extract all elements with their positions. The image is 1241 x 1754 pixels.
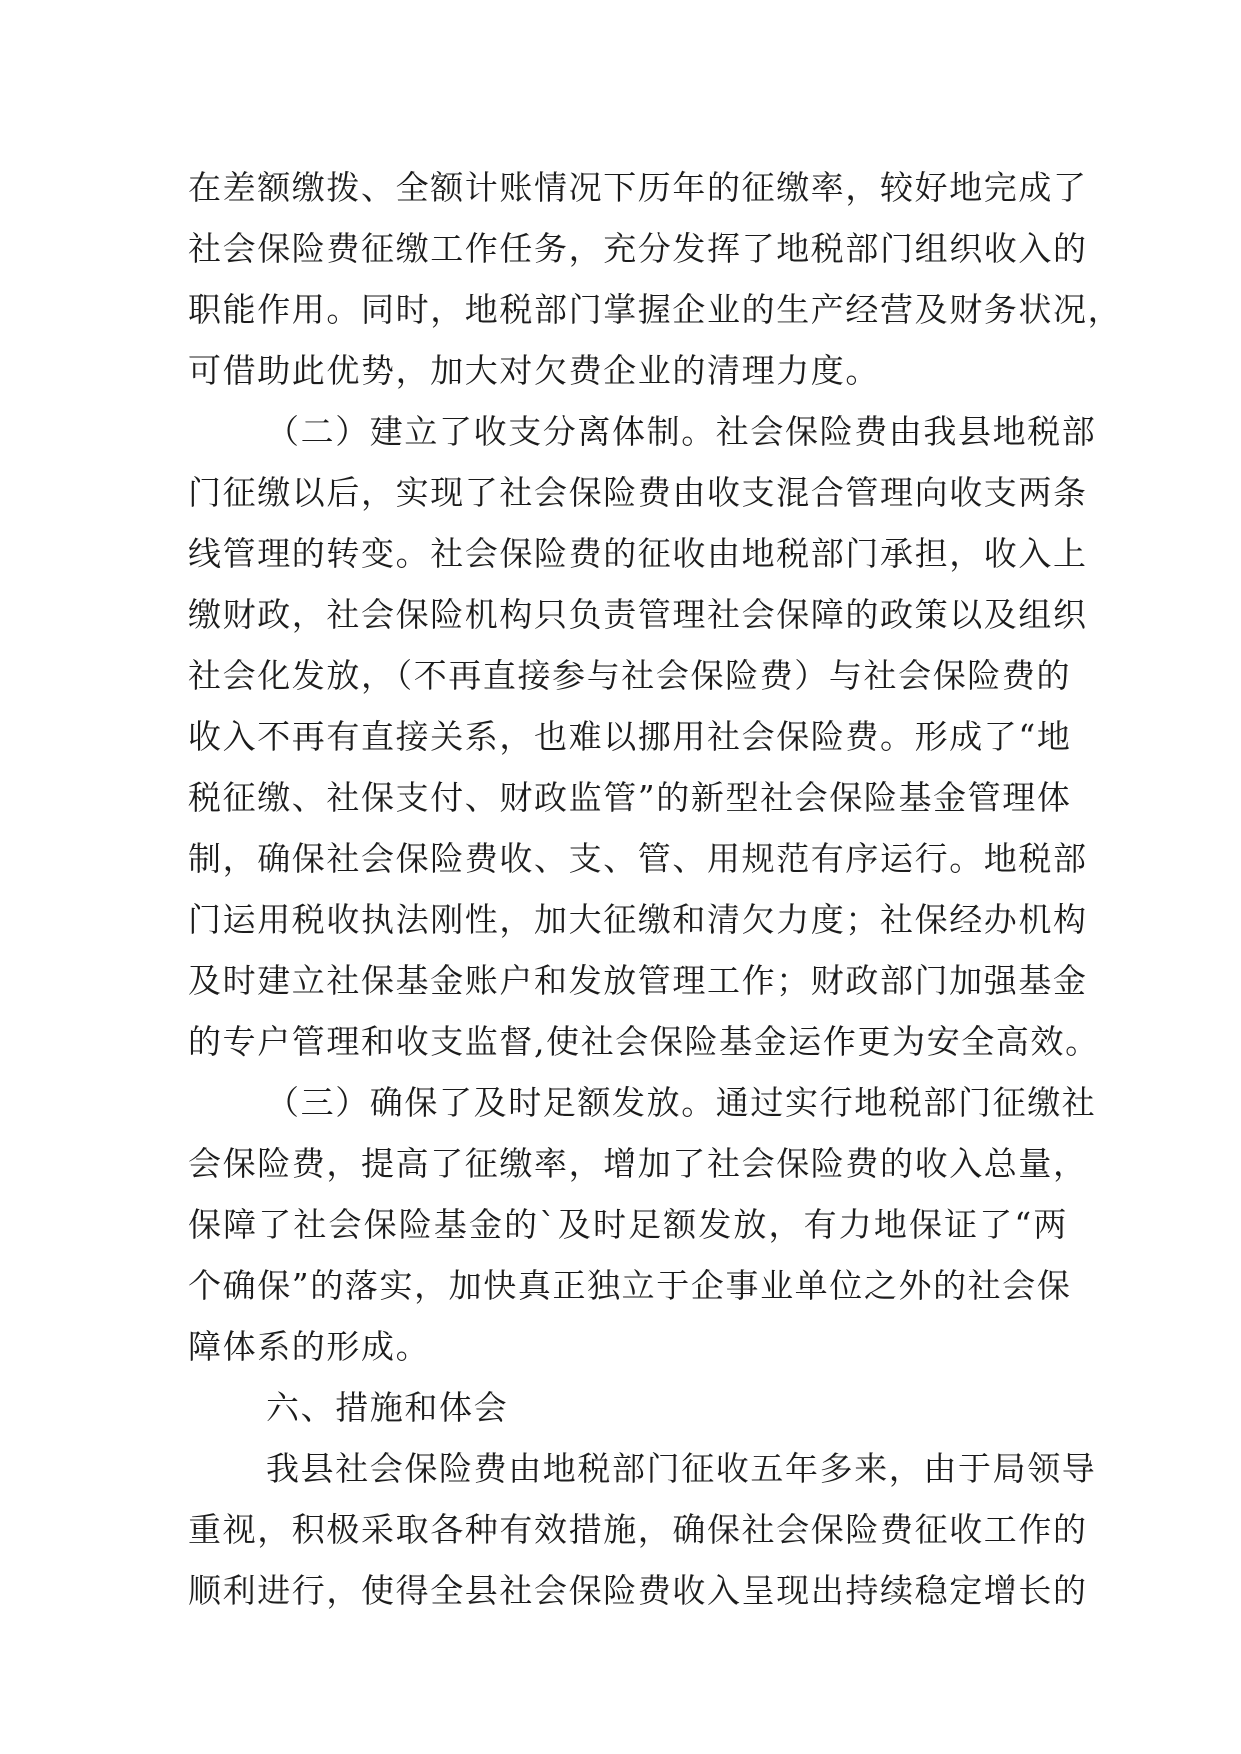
text-line: 可借助此优势，加大对欠费企业的清理力度。 <box>188 351 880 390</box>
text-line: 职能作用。同时，地税部门掌握企业的生产经营及财务状况， <box>188 290 1123 329</box>
text-line: 及时建立社保基金账户和发放管理工作；财政部门加强基金 <box>188 961 1088 1000</box>
text-line: 的专户管理和收支监督,使社会保险基金运作更为安全高效。 <box>188 1022 1100 1061</box>
document-body <box>188 157 1123 1621</box>
text-line: 门征缴以后，实现了社会保险费由收支混合管理向收支两条 <box>188 473 1088 512</box>
text-line: 会保险费，提高了征缴率，增加了社会保险费的收入总量， <box>188 1144 1088 1183</box>
text-line: 重视，积极采取各种有效措施，确保社会保险费征收工作的 <box>188 1510 1088 1549</box>
text-line: 我县社会保险费由地税部门征收五年多来，由于局领导 <box>266 1449 1097 1488</box>
text-line: 线管理的转变。社会保险费的征收由地税部门承担，收入上 <box>188 534 1088 573</box>
text-line: 社会保险费征缴工作任务，充分发挥了地税部门组织收入的 <box>188 229 1088 268</box>
text-line: 税征缴、社保支付、财政监管”的新型社会保险基金管理体 <box>188 778 1072 817</box>
text-line: 保障了社会保险基金的`及时足额发放，有力地保证了“两 <box>188 1205 1068 1244</box>
text-line: 收入不再有直接关系，也难以挪用社会保险费。形成了“地 <box>188 717 1072 756</box>
section-heading-line: （二）建立了收支分离体制。社会保险费由我县地税部 <box>266 412 1097 451</box>
text-line: 社会化发放，（不再直接参与社会保险费）与社会保险费的 <box>188 656 1072 695</box>
text-line: 顺利进行，使得全县社会保险费收入呈现出持续稳定增长的 <box>188 1571 1088 1610</box>
text-line: 在差额缴拨、全额计账情况下历年的征缴率，较好地完成了 <box>188 168 1088 207</box>
text-line: 缴财政，社会保险机构只负责管理社会保障的政策以及组织 <box>188 595 1088 634</box>
text-line: 门运用税收执法刚性，加大征缴和清欠力度；社保经办机构 <box>188 900 1088 939</box>
text-line: 个确保”的落实，加快真正独立于企事业单位之外的社会保 <box>188 1266 1072 1305</box>
text-line: 障体系的形成。 <box>188 1327 431 1366</box>
section-heading-line: （三）确保了及时足额发放。通过实行地税部门征缴社 <box>266 1083 1097 1122</box>
section-title: 六、措施和体会 <box>266 1388 509 1427</box>
text-line: 制，确保社会保险费收、支、管、用规范有序运行。地税部 <box>188 839 1088 878</box>
